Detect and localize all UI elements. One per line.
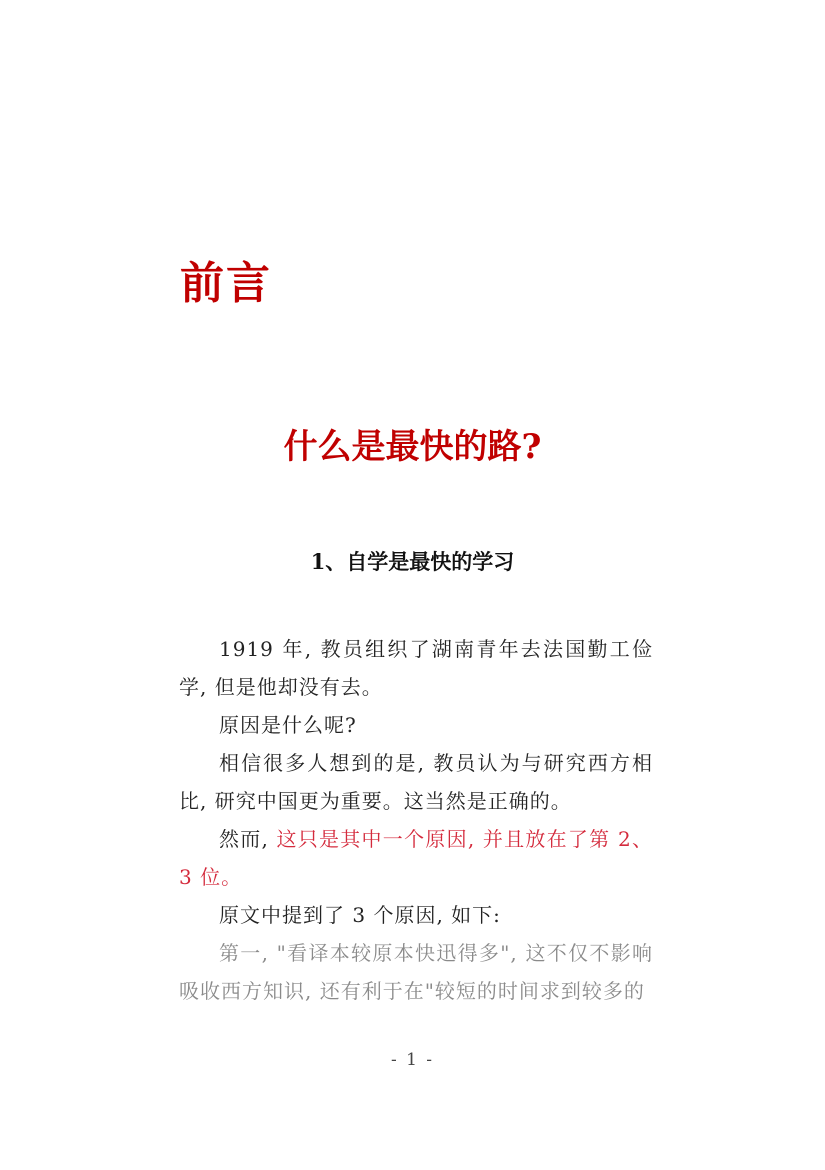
section-title: 1、自学是最快的学习 xyxy=(310,549,515,574)
chapter-title: 什么是最快的路? xyxy=(283,427,542,467)
preface-heading: 前言 xyxy=(180,258,272,309)
paragraph-2: 原因是什么呢? xyxy=(219,713,357,737)
paragraph-1: 1919 年, 教员组织了湖南青年去法国勤工俭学, 但是他却没有去。 xyxy=(179,637,653,699)
paragraph-4 xyxy=(179,820,653,896)
paragraph-3: 相信很多人想到的是, 教员认为与研究西方相比, 研究中国更为重要。这当然是正确的。 xyxy=(179,751,653,813)
page-number: - 1 - xyxy=(390,1050,435,1070)
paragraph-4-lead: 然而, xyxy=(219,827,277,851)
body-text xyxy=(179,630,653,1010)
paragraph-6: 第一, "看译本较原本快迅得多", 这不仅不影响吸收西方知识, 还有利于在"较短的时间求到较多的 xyxy=(179,941,653,1003)
paragraph-5: 原文中提到了 3 个原因, 如下: xyxy=(219,903,501,927)
paragraph-4-highlight: 这只是其中一个原因, 并且放在了第 2、 3 位。 xyxy=(179,827,653,889)
